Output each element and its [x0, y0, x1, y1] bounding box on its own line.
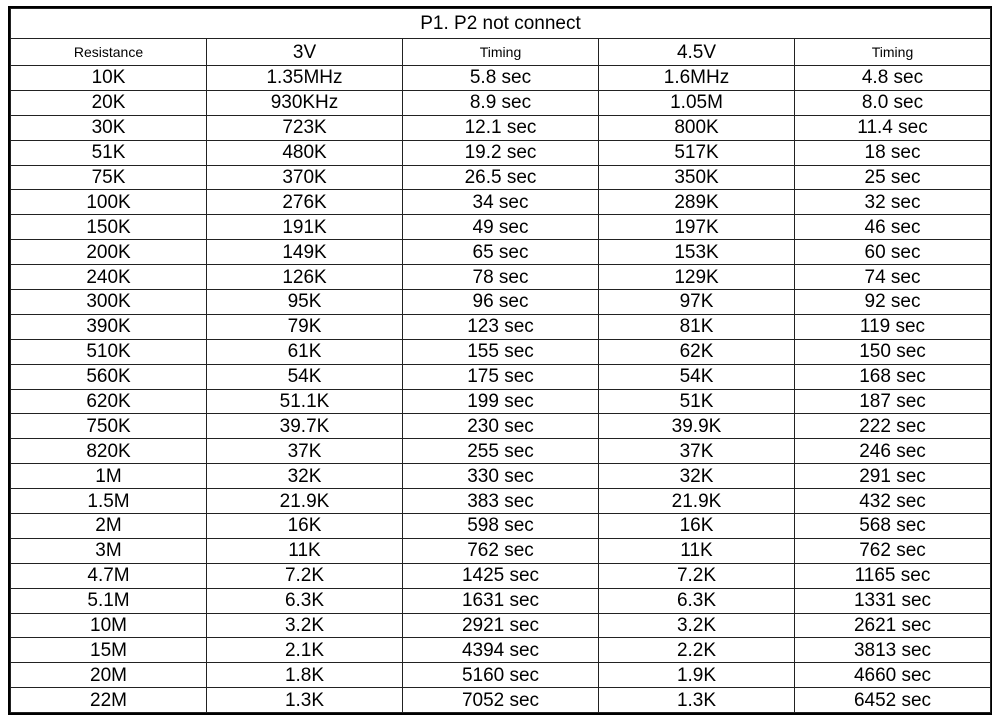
table-row	[11, 588, 991, 613]
freq-4-5v-cell: 51K	[599, 389, 795, 414]
table-row	[11, 663, 991, 688]
timing-3v-cell: 383 sec	[403, 489, 599, 514]
freq-4-5v-cell: 1.05M	[599, 90, 795, 115]
resistance-cell: 10K	[11, 66, 207, 91]
timing-3v-cell: 155 sec	[403, 339, 599, 364]
header-row	[11, 39, 991, 66]
timing-4-5v-cell: 1165 sec	[795, 563, 991, 588]
table-body	[11, 66, 991, 713]
freq-4-5v-cell: 39.9K	[599, 414, 795, 439]
resistance-cell: 100K	[11, 190, 207, 215]
table-row	[11, 414, 991, 439]
table-row	[11, 115, 991, 140]
freq-4-5v-cell: 81K	[599, 314, 795, 339]
table-row	[11, 90, 991, 115]
timing-3v-cell: 26.5 sec	[403, 165, 599, 190]
resistance-cell: 75K	[11, 165, 207, 190]
resistance-cell: 750K	[11, 414, 207, 439]
table-row	[11, 563, 991, 588]
timing-3v-cell: 1425 sec	[403, 563, 599, 588]
freq-4-5v-cell: 350K	[599, 165, 795, 190]
timing-3v-cell: 78 sec	[403, 265, 599, 290]
resistance-cell: 560K	[11, 364, 207, 389]
resistance-cell: 820K	[11, 439, 207, 464]
table-frame	[8, 6, 992, 715]
freq-4-5v-cell: 1.6MHz	[599, 66, 795, 91]
freq-3v-cell: 3.2K	[207, 613, 403, 638]
freq-3v-cell: 1.3K	[207, 688, 403, 713]
freq-4-5v-cell: 129K	[599, 265, 795, 290]
timing-3v-cell: 19.2 sec	[403, 140, 599, 165]
timing-4-5v-cell: 222 sec	[795, 414, 991, 439]
resistance-cell: 10M	[11, 613, 207, 638]
resistance-cell: 30K	[11, 115, 207, 140]
table-row	[11, 190, 991, 215]
timing-3v-cell: 330 sec	[403, 464, 599, 489]
timing-3v-cell: 7052 sec	[403, 688, 599, 713]
table-row	[11, 514, 991, 539]
table-title: P1. P2 not connect	[11, 9, 991, 39]
table-row	[11, 140, 991, 165]
freq-3v-cell: 79K	[207, 314, 403, 339]
freq-3v-cell: 54K	[207, 364, 403, 389]
title-row	[11, 9, 991, 39]
timing-4-5v-cell: 187 sec	[795, 389, 991, 414]
freq-4-5v-cell: 2.2K	[599, 638, 795, 663]
timing-4-5v-cell: 8.0 sec	[795, 90, 991, 115]
timing-3v-cell: 2921 sec	[403, 613, 599, 638]
freq-3v-cell: 2.1K	[207, 638, 403, 663]
table-row	[11, 265, 991, 290]
freq-4-5v-cell: 7.2K	[599, 563, 795, 588]
timing-3v-cell: 5.8 sec	[403, 66, 599, 91]
header-4-5v: 4.5V	[599, 39, 795, 66]
frequency-timing-table	[10, 8, 991, 713]
freq-4-5v-cell: 97K	[599, 290, 795, 315]
timing-3v-cell: 199 sec	[403, 389, 599, 414]
freq-3v-cell: 7.2K	[207, 563, 403, 588]
resistance-cell: 200K	[11, 240, 207, 265]
freq-4-5v-cell: 32K	[599, 464, 795, 489]
timing-3v-cell: 598 sec	[403, 514, 599, 539]
timing-3v-cell: 96 sec	[403, 290, 599, 315]
freq-3v-cell: 6.3K	[207, 588, 403, 613]
table-row	[11, 364, 991, 389]
timing-3v-cell: 34 sec	[403, 190, 599, 215]
timing-4-5v-cell: 74 sec	[795, 265, 991, 290]
freq-3v-cell: 51.1K	[207, 389, 403, 414]
table-row	[11, 464, 991, 489]
resistance-cell: 620K	[11, 389, 207, 414]
freq-3v-cell: 11K	[207, 538, 403, 563]
resistance-cell: 150K	[11, 215, 207, 240]
freq-4-5v-cell: 1.9K	[599, 663, 795, 688]
timing-4-5v-cell: 168 sec	[795, 364, 991, 389]
freq-3v-cell: 16K	[207, 514, 403, 539]
freq-4-5v-cell: 54K	[599, 364, 795, 389]
freq-3v-cell: 126K	[207, 265, 403, 290]
resistance-cell: 4.7M	[11, 563, 207, 588]
freq-4-5v-cell: 62K	[599, 339, 795, 364]
table-row	[11, 290, 991, 315]
timing-3v-cell: 49 sec	[403, 215, 599, 240]
freq-4-5v-cell: 37K	[599, 439, 795, 464]
timing-3v-cell: 1631 sec	[403, 588, 599, 613]
resistance-cell: 3M	[11, 538, 207, 563]
timing-4-5v-cell: 25 sec	[795, 165, 991, 190]
freq-4-5v-cell: 153K	[599, 240, 795, 265]
resistance-cell: 20K	[11, 90, 207, 115]
timing-4-5v-cell: 11.4 sec	[795, 115, 991, 140]
freq-3v-cell: 37K	[207, 439, 403, 464]
timing-3v-cell: 5160 sec	[403, 663, 599, 688]
freq-4-5v-cell: 21.9K	[599, 489, 795, 514]
timing-4-5v-cell: 46 sec	[795, 215, 991, 240]
freq-3v-cell: 276K	[207, 190, 403, 215]
resistance-cell: 300K	[11, 290, 207, 315]
timing-4-5v-cell: 762 sec	[795, 538, 991, 563]
resistance-cell: 5.1M	[11, 588, 207, 613]
table-row	[11, 240, 991, 265]
timing-3v-cell: 762 sec	[403, 538, 599, 563]
resistance-cell: 390K	[11, 314, 207, 339]
freq-3v-cell: 95K	[207, 290, 403, 315]
table-row	[11, 688, 991, 713]
timing-3v-cell: 255 sec	[403, 439, 599, 464]
freq-4-5v-cell: 289K	[599, 190, 795, 215]
resistance-cell: 1.5M	[11, 489, 207, 514]
table-row	[11, 638, 991, 663]
resistance-cell: 510K	[11, 339, 207, 364]
timing-4-5v-cell: 246 sec	[795, 439, 991, 464]
header-timing-3v: Timing	[403, 39, 599, 66]
table-row	[11, 339, 991, 364]
timing-4-5v-cell: 291 sec	[795, 464, 991, 489]
timing-3v-cell: 123 sec	[403, 314, 599, 339]
resistance-cell: 2M	[11, 514, 207, 539]
resistance-cell: 20M	[11, 663, 207, 688]
freq-4-5v-cell: 11K	[599, 538, 795, 563]
freq-4-5v-cell: 3.2K	[599, 613, 795, 638]
resistance-cell: 51K	[11, 140, 207, 165]
freq-3v-cell: 480K	[207, 140, 403, 165]
timing-4-5v-cell: 432 sec	[795, 489, 991, 514]
table-row	[11, 66, 991, 91]
table-row	[11, 215, 991, 240]
freq-3v-cell: 930KHz	[207, 90, 403, 115]
table-row	[11, 165, 991, 190]
header-resistance: Resistance	[11, 39, 207, 66]
timing-4-5v-cell: 92 sec	[795, 290, 991, 315]
timing-4-5v-cell: 6452 sec	[795, 688, 991, 713]
timing-4-5v-cell: 568 sec	[795, 514, 991, 539]
freq-4-5v-cell: 517K	[599, 140, 795, 165]
timing-4-5v-cell: 1331 sec	[795, 588, 991, 613]
table-row	[11, 489, 991, 514]
resistance-cell: 15M	[11, 638, 207, 663]
freq-3v-cell: 723K	[207, 115, 403, 140]
timing-3v-cell: 4394 sec	[403, 638, 599, 663]
timing-4-5v-cell: 4.8 sec	[795, 66, 991, 91]
freq-3v-cell: 191K	[207, 215, 403, 240]
timing-3v-cell: 12.1 sec	[403, 115, 599, 140]
table-row	[11, 389, 991, 414]
table-row	[11, 613, 991, 638]
freq-3v-cell: 149K	[207, 240, 403, 265]
freq-3v-cell: 370K	[207, 165, 403, 190]
timing-4-5v-cell: 60 sec	[795, 240, 991, 265]
freq-3v-cell: 32K	[207, 464, 403, 489]
freq-3v-cell: 39.7K	[207, 414, 403, 439]
timing-4-5v-cell: 2621 sec	[795, 613, 991, 638]
timing-3v-cell: 175 sec	[403, 364, 599, 389]
table-row	[11, 439, 991, 464]
table-row	[11, 538, 991, 563]
timing-4-5v-cell: 18 sec	[795, 140, 991, 165]
table-row	[11, 314, 991, 339]
freq-4-5v-cell: 6.3K	[599, 588, 795, 613]
resistance-cell: 22M	[11, 688, 207, 713]
timing-3v-cell: 230 sec	[403, 414, 599, 439]
header-3v: 3V	[207, 39, 403, 66]
freq-4-5v-cell: 800K	[599, 115, 795, 140]
freq-4-5v-cell: 1.3K	[599, 688, 795, 713]
timing-4-5v-cell: 3813 sec	[795, 638, 991, 663]
freq-3v-cell: 1.8K	[207, 663, 403, 688]
timing-3v-cell: 8.9 sec	[403, 90, 599, 115]
freq-3v-cell: 61K	[207, 339, 403, 364]
timing-4-5v-cell: 4660 sec	[795, 663, 991, 688]
resistance-cell: 240K	[11, 265, 207, 290]
freq-3v-cell: 21.9K	[207, 489, 403, 514]
header-timing-4-5v: Timing	[795, 39, 991, 66]
timing-4-5v-cell: 150 sec	[795, 339, 991, 364]
freq-4-5v-cell: 16K	[599, 514, 795, 539]
timing-3v-cell: 65 sec	[403, 240, 599, 265]
timing-4-5v-cell: 32 sec	[795, 190, 991, 215]
timing-4-5v-cell: 119 sec	[795, 314, 991, 339]
resistance-cell: 1M	[11, 464, 207, 489]
freq-4-5v-cell: 197K	[599, 215, 795, 240]
freq-3v-cell: 1.35MHz	[207, 66, 403, 91]
